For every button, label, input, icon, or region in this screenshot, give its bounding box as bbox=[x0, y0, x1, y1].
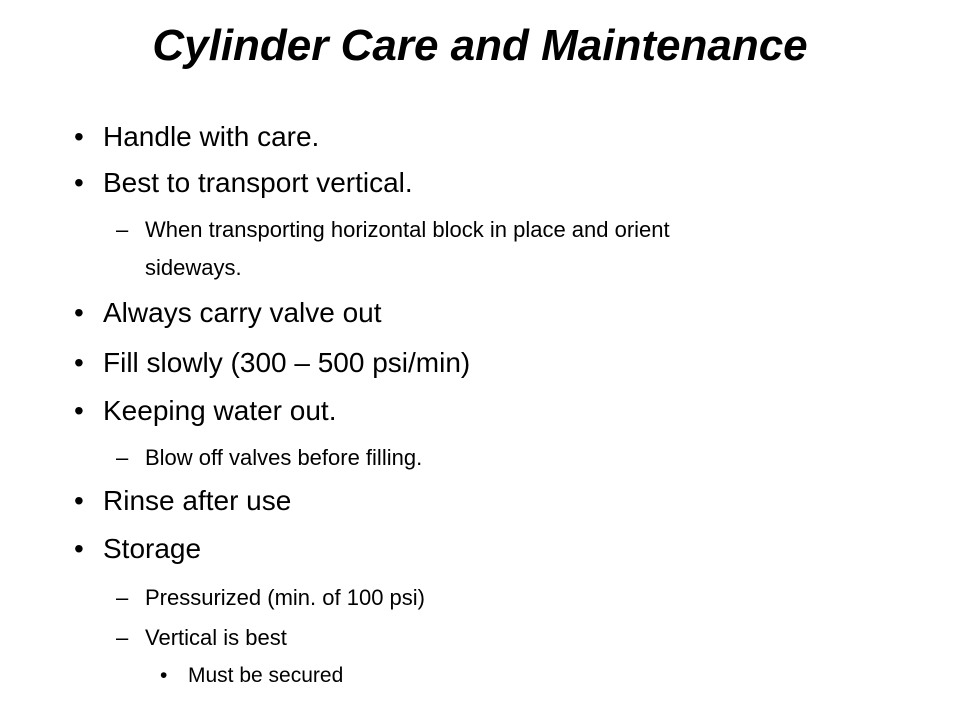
bullet-icon: • bbox=[74, 121, 84, 152]
bullet-text: Handle with care. bbox=[103, 121, 320, 152]
sub-item-text: Pressurized (min. of 100 psi) bbox=[145, 585, 425, 610]
dash-icon: – bbox=[116, 625, 129, 650]
sub-sub-item-text: Must be secured bbox=[188, 664, 344, 687]
dash-icon: – bbox=[116, 585, 129, 610]
bullet-text: Storage bbox=[103, 533, 202, 564]
bullet-text: Best to transport vertical. bbox=[103, 167, 413, 198]
bullet-icon: • bbox=[74, 485, 84, 516]
dash-icon: – bbox=[116, 445, 129, 470]
sub-item-text-line2: sideways. bbox=[145, 255, 242, 280]
sub-item-text: Blow off valves before filling. bbox=[145, 445, 423, 470]
bullet-icon: • bbox=[74, 167, 84, 198]
bullet-text: Always carry valve out bbox=[103, 297, 382, 328]
bullet-icon: • bbox=[74, 533, 84, 564]
bullet-icon: • bbox=[74, 347, 84, 378]
bullet-icon: • bbox=[74, 297, 84, 328]
bullet-text: Rinse after use bbox=[103, 485, 292, 516]
bullet-text: Fill slowly (300 – 500 psi/min) bbox=[103, 347, 471, 378]
bullet-icon: • bbox=[74, 395, 84, 426]
bullet-text: Keeping water out. bbox=[103, 395, 337, 426]
sub-item-text-line1: When transporting horizontal block in place and orient bbox=[145, 217, 670, 242]
dash-icon: – bbox=[116, 217, 129, 242]
sub-item-text: Vertical is best bbox=[145, 625, 287, 650]
slide-title: Cylinder Care and Maintenance bbox=[152, 21, 808, 70]
bullet-icon: • bbox=[160, 664, 168, 687]
